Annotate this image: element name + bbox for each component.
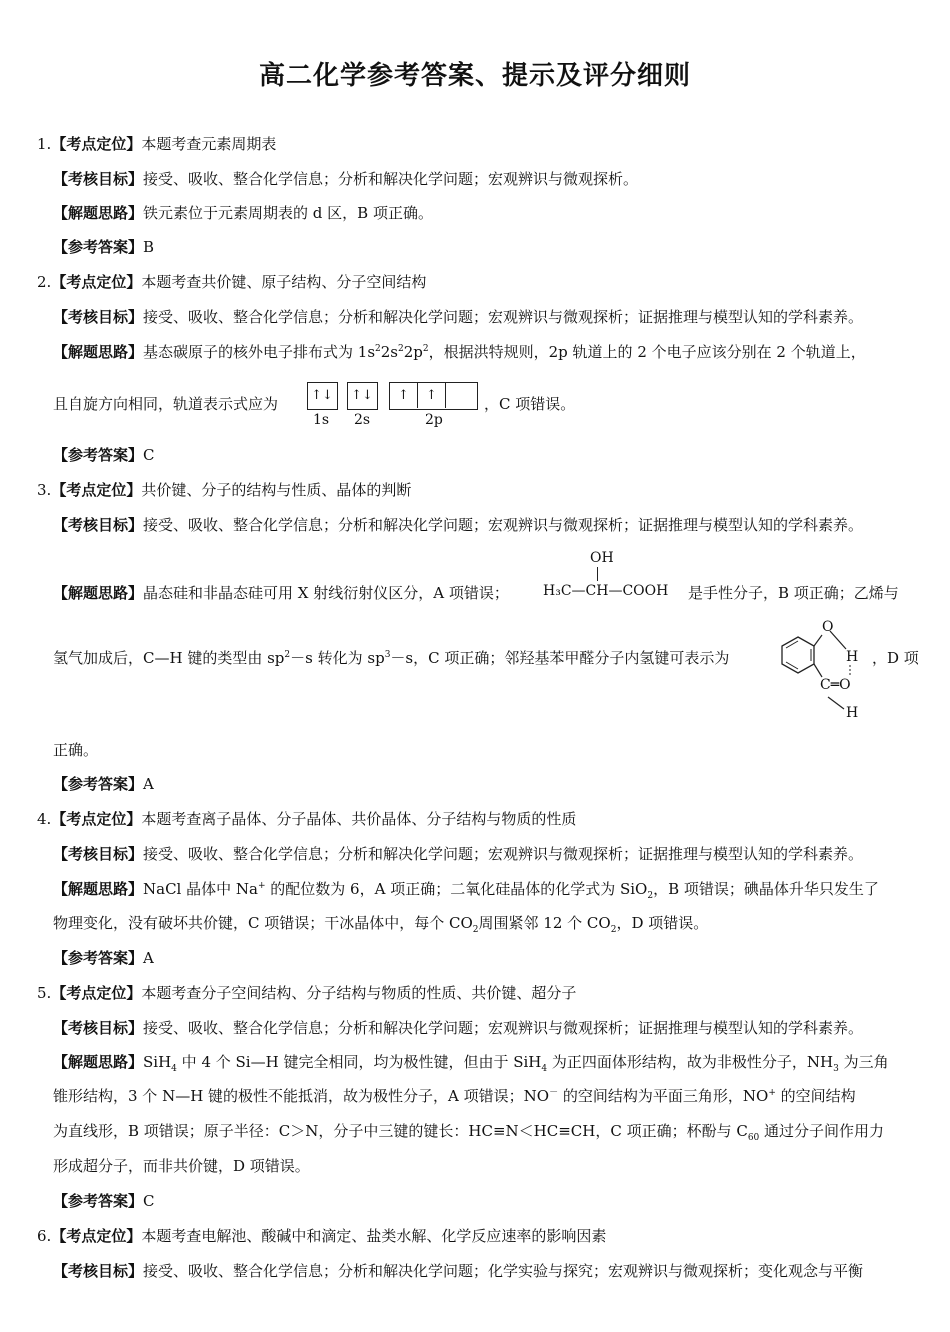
q5-kaohe: 【考核目标】接受、吸收、整合化学信息；分析和解决化学问题；宏观辨识与微观探析；证据推理与模型认知的学科素养。 <box>53 1019 864 1037</box>
q5-kaodian: 5.【考点定位】本题考查分子空间结构、分子结构与物质的性质、共价键、超分子 <box>37 984 577 1002</box>
q2-jieti-end: ，C 项错误。 <box>484 395 576 413</box>
orbital-1s: ↑↓ <box>307 382 338 410</box>
q4-jieti: 【解题思路】NaCl 晶体中 Na+ 的配位数为 6，A 项正确；二氧化硅晶体的化学式为 SiO$_2$，B 项错误；碘晶体升华只发生了 <box>53 880 879 901</box>
page-title: 高二化学参考答案、提示及评分细则 <box>258 61 691 91</box>
q5-answer: 【参考答案】C <box>53 1192 155 1210</box>
q5-jieti: 【解题思路】SiH$_4$ 中 4 个 Si—H 键完全相同，均为极性键，但由于 SiH$_4$ 为正四面体形结构，故为非极性分子，$NH_3$ 为三角 <box>53 1053 889 1074</box>
q3-jieti: 【解题思路】晶态硅和非晶态硅可用 X 射线衍射仪区分，A 项错误； <box>53 584 509 602</box>
q6-kaodian: 6.【考点定位】本题考查电解池、酸碱中和滴定、盐类水解、化学反应速率的影响因素 <box>37 1227 607 1245</box>
q1-kaodian: 1.【考点定位】本题考查元素周期表 <box>37 135 277 153</box>
q3-line2-end: ，D 项 <box>872 649 919 667</box>
ring-co: C═O <box>820 677 851 693</box>
q6-kaohe: 【考核目标】接受、吸收、整合化学信息；分析和解决化学问题；化学实验与探究；宏观辨识与微观探析；变化观念与平衡 <box>53 1262 864 1280</box>
q3-line2: 氢气加成后，C—H 键的类型由 $sp^2-s$ 转化为 $sp^3-s$，C 项正确；邻羟基苯甲醛分子内氢键可表示为 <box>53 649 730 667</box>
orbital-2s: ↑↓ <box>347 382 378 410</box>
q2-jieti-line2: 且自旋方向相同，轨道表示式应为 <box>53 395 279 413</box>
q1-kaohe: 【考核目标】接受、吸收、整合化学信息；分析和解决化学问题；宏观辨识与微观探析。 <box>53 170 639 188</box>
q1-answer: 【参考答案】B <box>53 238 155 256</box>
q3-line3: 正确。 <box>53 741 99 759</box>
q3-answer: 【参考答案】A <box>53 775 154 793</box>
orbital-2p: ↑ ↑ <box>389 382 478 410</box>
ring-o: O <box>822 619 834 635</box>
q2-kaohe: 【考核目标】接受、吸收、整合化学信息；分析和解决化学问题；宏观辨识与微观探析；证据推理与模型认知的学科素养。 <box>53 308 864 326</box>
formula-oh: OH <box>590 550 614 566</box>
q5-line4: 形成超分子，而非共价键，D 项错误。 <box>53 1157 310 1175</box>
orbital-label-1s: 1s <box>313 412 330 428</box>
ring-h2: H <box>846 705 859 721</box>
q3-jieti-b: 是手性分子，B 项正确；乙烯与 <box>688 584 899 602</box>
q5-line2: 锥形结构，3 个 N—H 键的极性不能抵消，故为极性分子，A 项错误；NO－ 的空间结构为平面三角形，NO+ 的空间结构 <box>53 1087 856 1105</box>
orbital-label-2s: 2s <box>354 412 371 428</box>
q3-kaohe: 【考核目标】接受、吸收、整合化学信息；分析和解决化学问题；宏观辨识与微观探析；证据推理与模型认知的学科素养。 <box>53 516 864 534</box>
formula-lactic-acid: H₃C—CH—COOH <box>543 583 669 599</box>
formula-bond <box>597 567 598 581</box>
q4-answer: 【参考答案】A <box>53 949 154 967</box>
q3-kaodian: 3.【考点定位】共价键、分子的结构与性质、晶体的判断 <box>37 481 412 499</box>
ring-h: H <box>846 649 859 665</box>
q5-line3: 为直线形，B 项错误；原子半径：C＞N，分子中三键的键长：HC≡N＜HC≡CH，C 项正确；杯酚与 $C_{60}$ 通过分子间作用力 <box>53 1122 885 1143</box>
q4-kaohe: 【考核目标】接受、吸收、整合化学信息；分析和解决化学问题；宏观辨识与微观探析；证据推理与模型认知的学科素养。 <box>53 845 864 863</box>
q2-answer: 【参考答案】C <box>53 446 155 464</box>
q2-kaodian: 2.【考点定位】本题考查共价键、原子结构、分子空间结构 <box>37 273 427 291</box>
q1-jieti: 【解题思路】铁元素位于元素周期表的 d 区，B 项正确。 <box>53 204 433 222</box>
q4-kaodian: 4.【考点定位】本题考查离子晶体、分子晶体、共价晶体、分子结构与物质的性质 <box>37 810 577 828</box>
q2-jieti: 【解题思路】基态碳原子的核外电子排布式为 $1s^22s^22p^2$，根据洪特规则，2p 轨道上的 2 个电子应该分别在 2 个轨道上， <box>53 343 866 361</box>
q4-line2: 物理变化，没有破坏共价键，C 项错误；干冰晶体中，每个 $CO_2$周围紧邻 12 个 $CO_2$，D 项错误。 <box>53 914 709 935</box>
orbital-label-2p: 2p <box>425 412 443 428</box>
